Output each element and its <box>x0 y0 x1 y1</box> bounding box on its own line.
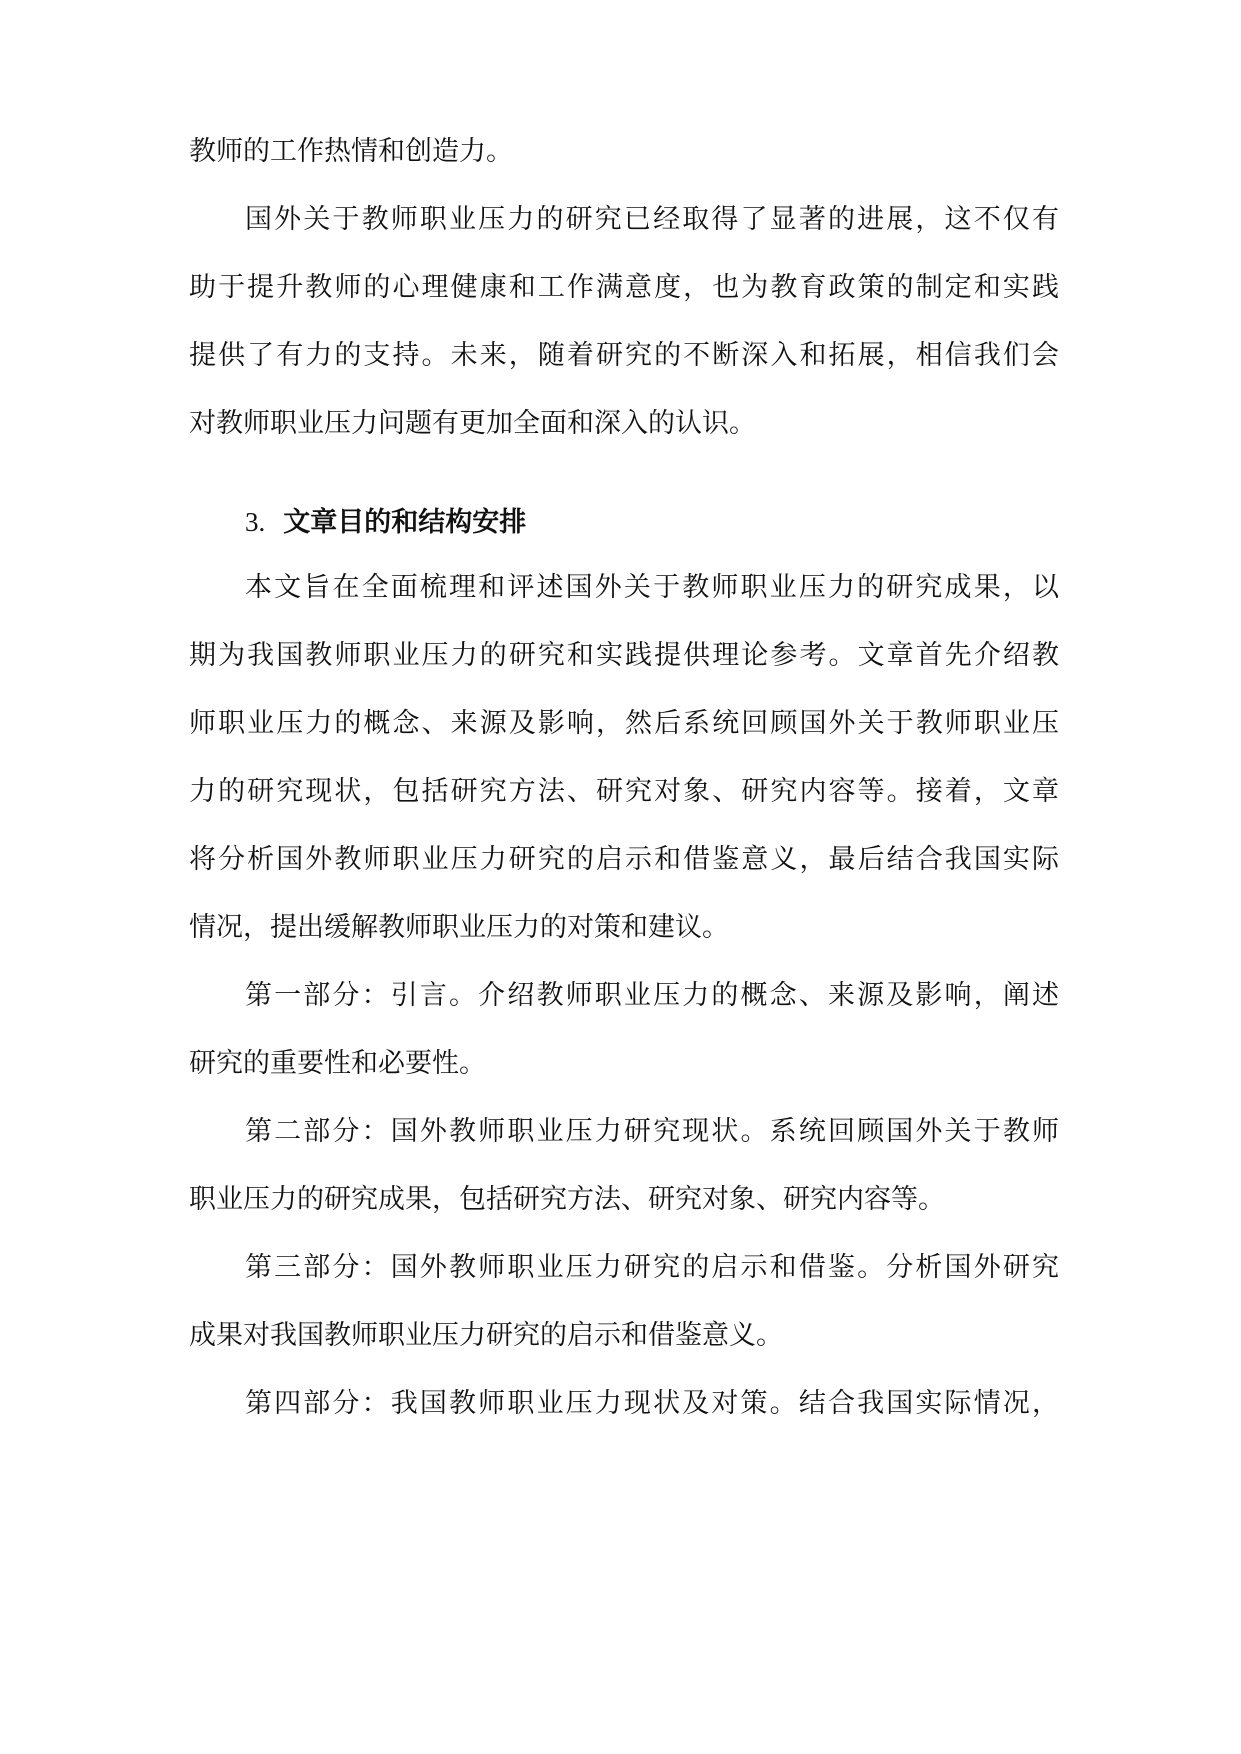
paragraph-line: 国外关于教师职业压力的研究已经取得了显著的进展，这不仅有 <box>245 204 1059 235</box>
paragraph-line: 研究的重要性和必要性。 <box>189 1048 486 1079</box>
paragraph-line: 对教师职业压力问题有更加全面和深入的认识。 <box>189 408 756 439</box>
paragraph-line: 情况，提出缓解教师职业压力的对策和建议。 <box>189 912 729 943</box>
paragraph-line: 职业压力的研究成果，包括研究方法、研究对象、研究内容等。 <box>189 1184 945 1215</box>
paragraph-line: 将分析国外教师职业压力研究的启示和借鉴意义，最后结合我国实际 <box>189 844 1059 875</box>
paragraph-line: 成果对我国教师职业压力研究的启示和借鉴意义。 <box>189 1320 783 1351</box>
paragraph-line: 第三部分：国外教师职业压力研究的启示和借鉴。分析国外研究 <box>245 1252 1059 1283</box>
section-number: 3. <box>245 507 266 537</box>
paragraph-line: 期为我国教师职业压力的研究和实践提供理论参考。文章首先介绍教 <box>189 640 1059 671</box>
paragraph-line: 第二部分：国外教师职业压力研究现状。系统回顾国外关于教师 <box>245 1116 1059 1147</box>
section-title: 文章目的和结构安排 <box>283 507 527 538</box>
paragraph-line: 师职业压力的概念、来源及影响，然后系统回顾国外关于教师职业压 <box>189 708 1059 739</box>
paragraph-line: 第四部分：我国教师职业压力现状及对策。结合我国实际情况， <box>245 1388 1059 1419</box>
paragraph-line: 本文旨在全面梳理和评述国外关于教师职业压力的研究成果，以 <box>245 572 1059 603</box>
paragraph-line: 第一部分：引言。介绍教师职业压力的概念、来源及影响，阐述 <box>245 980 1059 1011</box>
paragraph-line: 助于提升教师的心理健康和工作满意度，也为教育政策的制定和实践 <box>189 272 1059 303</box>
section-heading <box>245 502 526 542</box>
paragraph-line: 提供了有力的支持。未来，随着研究的不断深入和拓展，相信我们会 <box>189 340 1059 371</box>
paragraph-line: 力的研究现状，包括研究方法、研究对象、研究内容等。接着，文章 <box>189 776 1059 807</box>
paragraph-line: 教师的工作热情和创造力。 <box>189 136 513 167</box>
